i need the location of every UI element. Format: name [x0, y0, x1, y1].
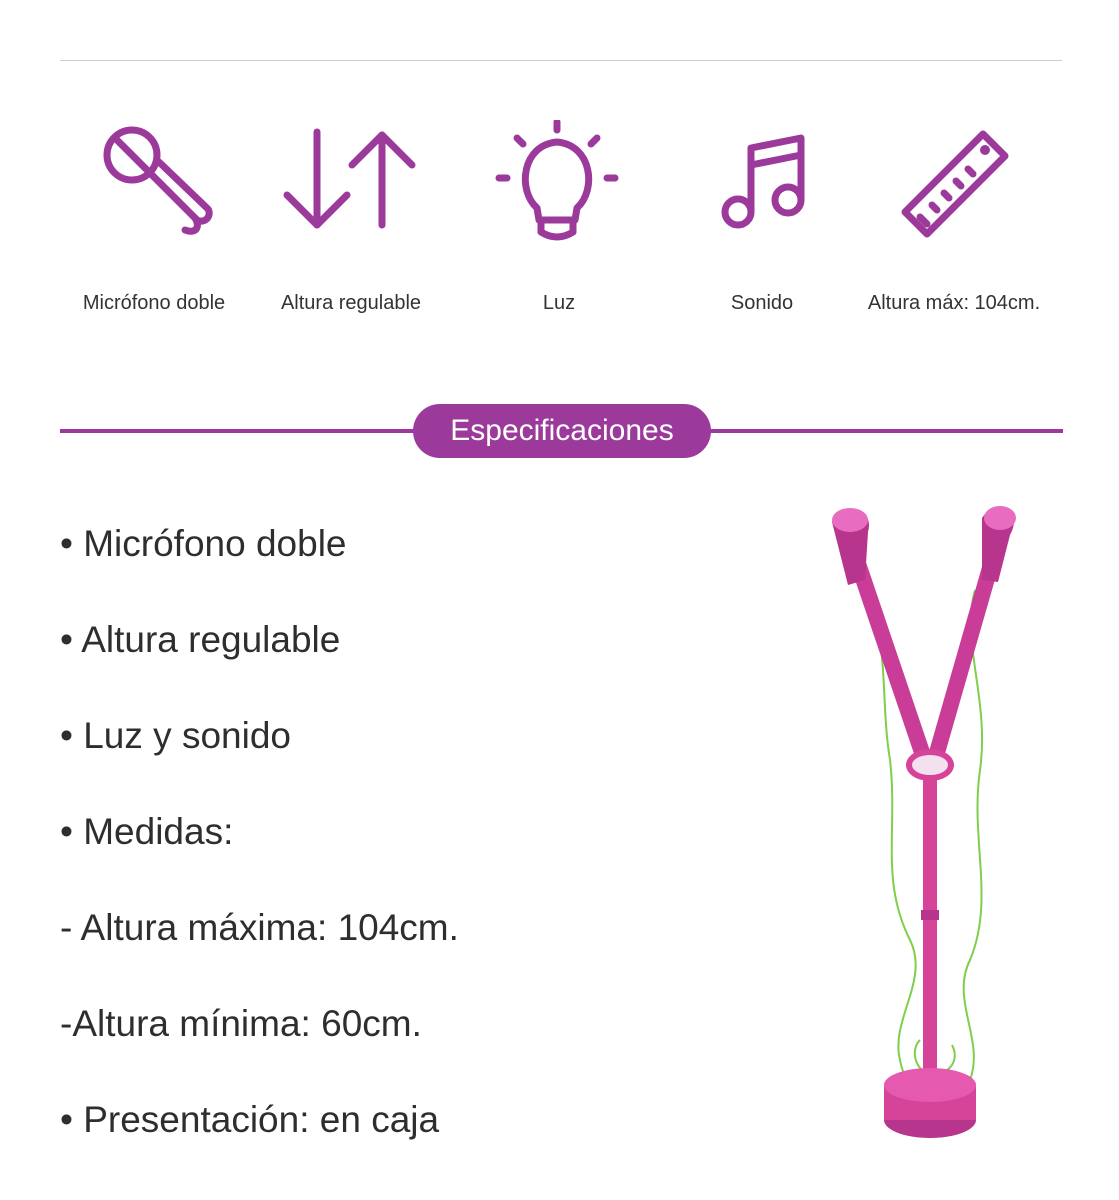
spec-item: • Altura regulable — [60, 619, 341, 660]
spec-item: • Luz y sonido — [60, 715, 291, 756]
ruler-icon — [855, 120, 1055, 250]
section-divider-left — [60, 429, 420, 433]
feature-microphone — [55, 120, 255, 250]
feature-label-microphone: Micrófono doble — [82, 292, 226, 314]
spec-item: • Medidas: — [60, 811, 234, 852]
product-image — [820, 500, 1050, 1145]
feature-label-light: Luz — [542, 292, 576, 314]
section-divider-right — [705, 429, 1063, 433]
feature-ruler — [855, 120, 1055, 250]
arrows-up-down-icon — [252, 120, 452, 250]
spec-item: -Altura mínima: 60cm. — [60, 1003, 422, 1044]
feature-label-ruler: Altura máx: 104cm. — [867, 292, 1041, 314]
spec-item: • Micrófono doble — [60, 523, 347, 564]
spec-item: • Presentación: en caja — [60, 1099, 440, 1140]
feature-sound — [662, 120, 862, 250]
spec-item: - Altura máxima: 104cm. — [60, 907, 459, 948]
feature-height — [252, 120, 452, 250]
section-title-badge: Especificaciones — [413, 404, 711, 458]
feature-light — [457, 120, 657, 250]
light-bulb-icon — [457, 120, 657, 250]
music-note-icon — [662, 120, 862, 250]
feature-label-sound: Sonido — [730, 292, 794, 314]
microphone-icon — [55, 120, 255, 250]
feature-label-height: Altura regulable — [280, 292, 422, 314]
top-divider — [60, 60, 1062, 61]
